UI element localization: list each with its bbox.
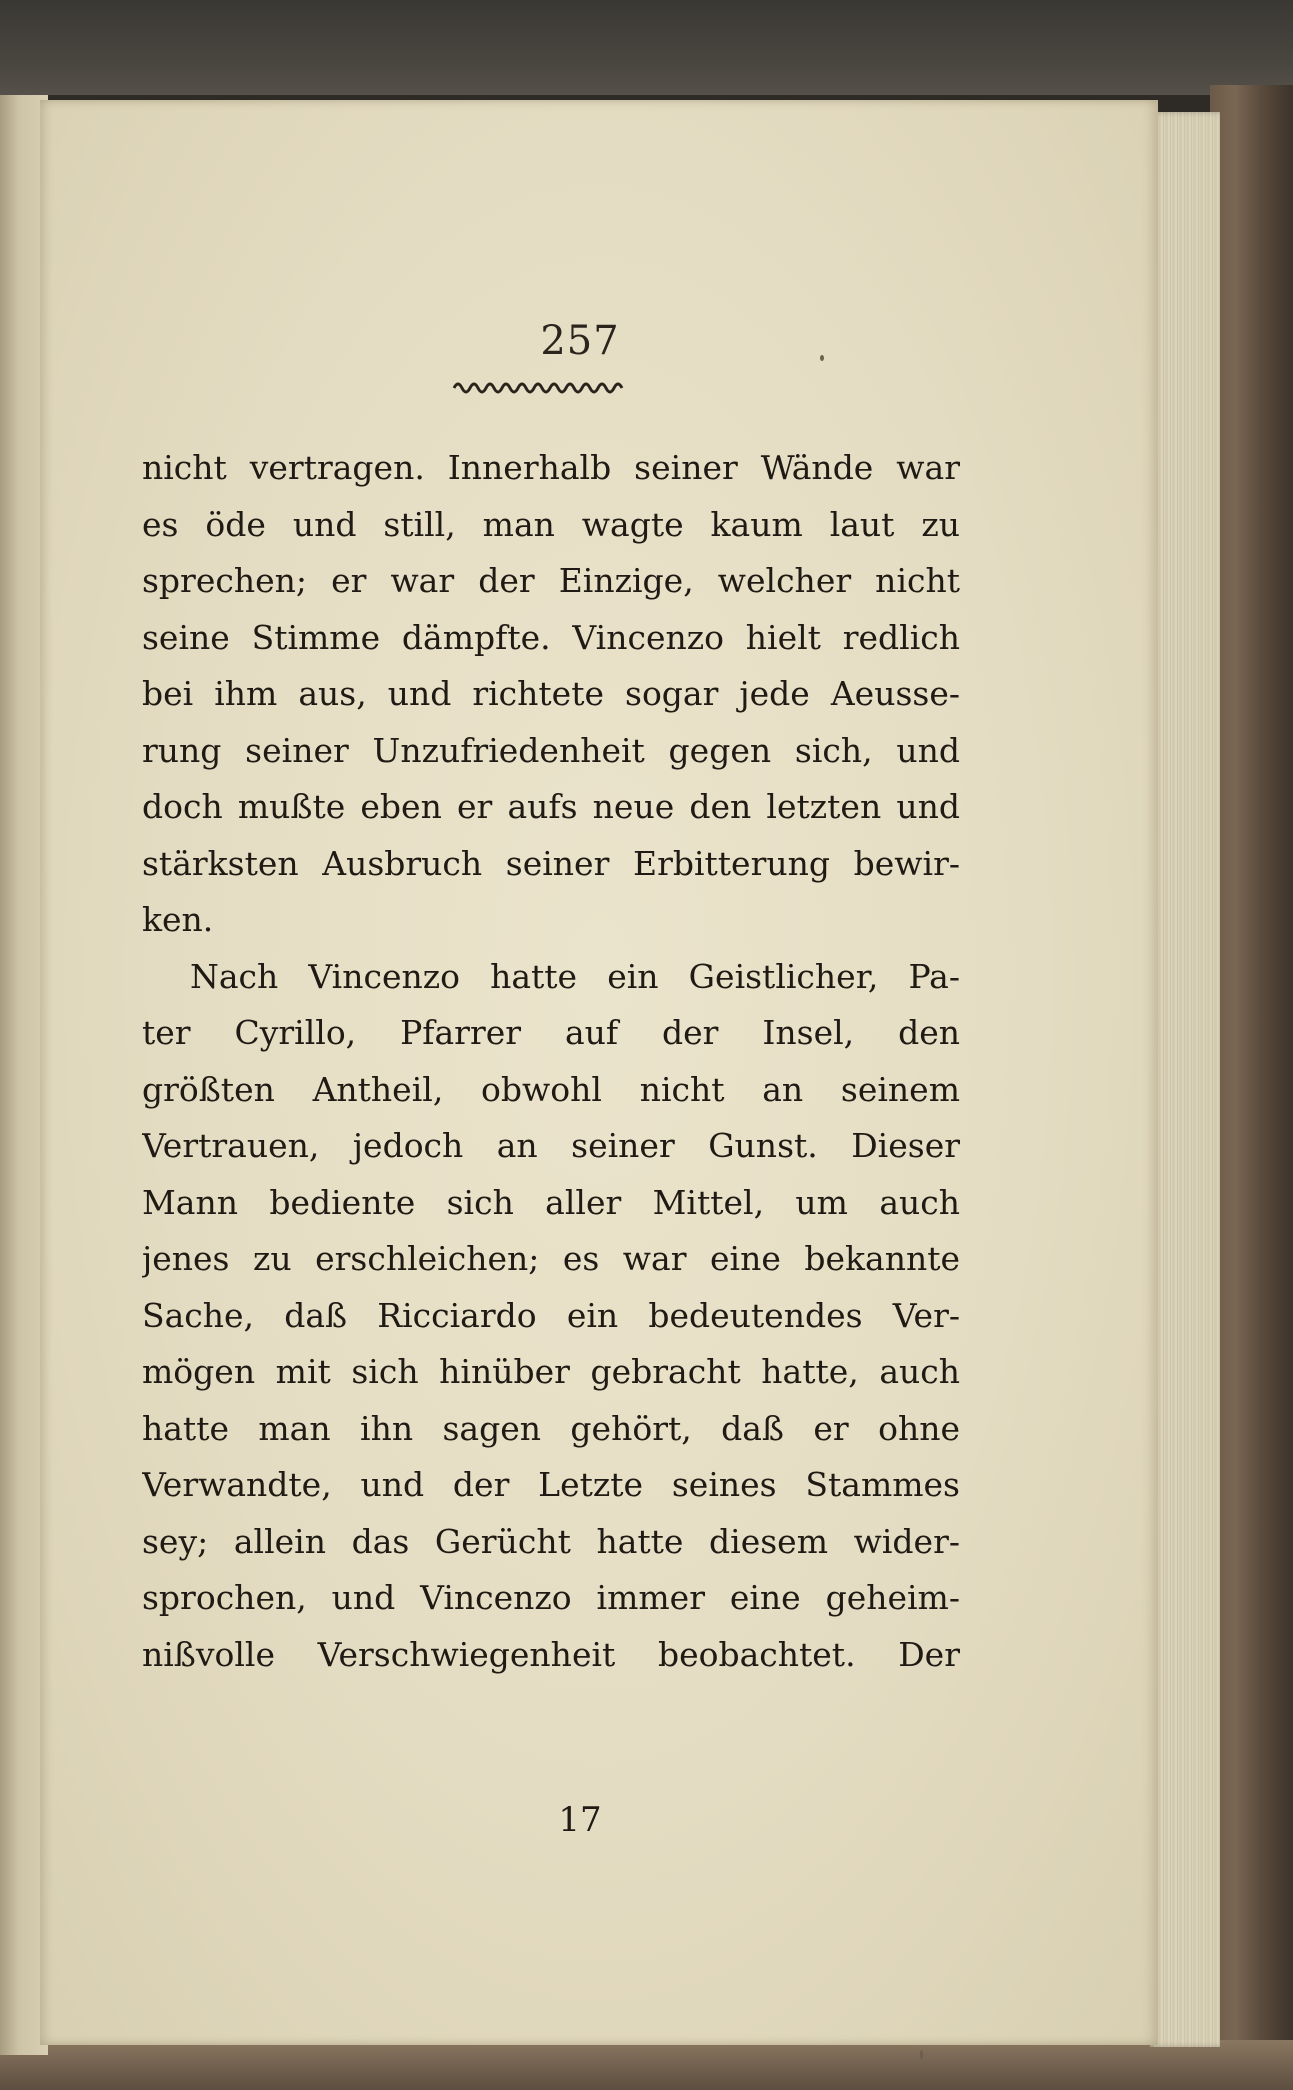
text-line: stärksten Ausbruch seiner Erbitterung bewir- xyxy=(142,843,960,883)
book-page xyxy=(40,100,1158,2045)
text-line: seine Stimme dämpfte. Vincenzo hielt redlich xyxy=(142,617,960,657)
book-cover-edge xyxy=(1210,85,1293,2090)
text-line: nißvolle Verschwiegenheit beobachtet. Der xyxy=(142,1634,960,1674)
text-line: ken. xyxy=(142,900,214,939)
text-line: ter Cyrillo, Pfarrer auf der Insel, den xyxy=(142,1013,960,1052)
page-edges-stack xyxy=(1150,112,1220,2047)
text-line: hatte man ihn sagen gehört, daß er ohne xyxy=(142,1408,960,1448)
text-line: sprochen, und Vincenzo immer eine geheim- xyxy=(142,1578,960,1617)
text-line: es öde und still, man wagte kaum laut zu xyxy=(142,504,960,544)
scan-background xyxy=(0,0,1293,95)
text-line: Sache, daß Ricciardo ein bedeutendes Ver- xyxy=(142,1295,960,1335)
text-line: größten Antheil, obwohl nicht an seinem xyxy=(142,1069,960,1109)
text-line: Verwandte, und der Letzte seines Stammes xyxy=(142,1465,960,1504)
text-line: mögen mit sich hinüber gebracht hatte, auch xyxy=(142,1352,960,1391)
text-line: bei ihm aus, und richtete sogar jede Aeusse- xyxy=(142,674,960,713)
text-line: Vertrauen, jedoch an seiner Gunst. Dieser xyxy=(142,1126,960,1165)
body-text xyxy=(142,440,960,1683)
gathering-signature: 17 xyxy=(558,1800,602,1840)
text-line: sey; allein das Gerücht hatte diesem wider- xyxy=(142,1521,960,1561)
text-line: nicht vertragen. Innerhalb seiner Wände war xyxy=(142,448,960,487)
text-line: Mann bediente sich aller Mittel, um auch xyxy=(142,1182,960,1222)
text-line: sprechen; er war der Einzige, welcher nicht xyxy=(142,561,960,600)
paper-speck xyxy=(820,355,824,361)
text-line: rung seiner Unzufriedenheit gegen sich, und xyxy=(142,730,960,770)
wavy-rule-ornament xyxy=(452,378,627,398)
book-cover-bottom xyxy=(0,2040,1293,2090)
paper-speck xyxy=(920,2050,923,2060)
text-line: doch mußte eben er aufs neue den letzten und xyxy=(142,787,960,826)
page-number: 257 xyxy=(540,318,620,364)
text-line: Nach Vincenzo hatte ein Geistlicher, Pa- xyxy=(190,956,960,996)
text-line: jenes zu erschleichen; es war eine bekannte xyxy=(142,1239,960,1278)
